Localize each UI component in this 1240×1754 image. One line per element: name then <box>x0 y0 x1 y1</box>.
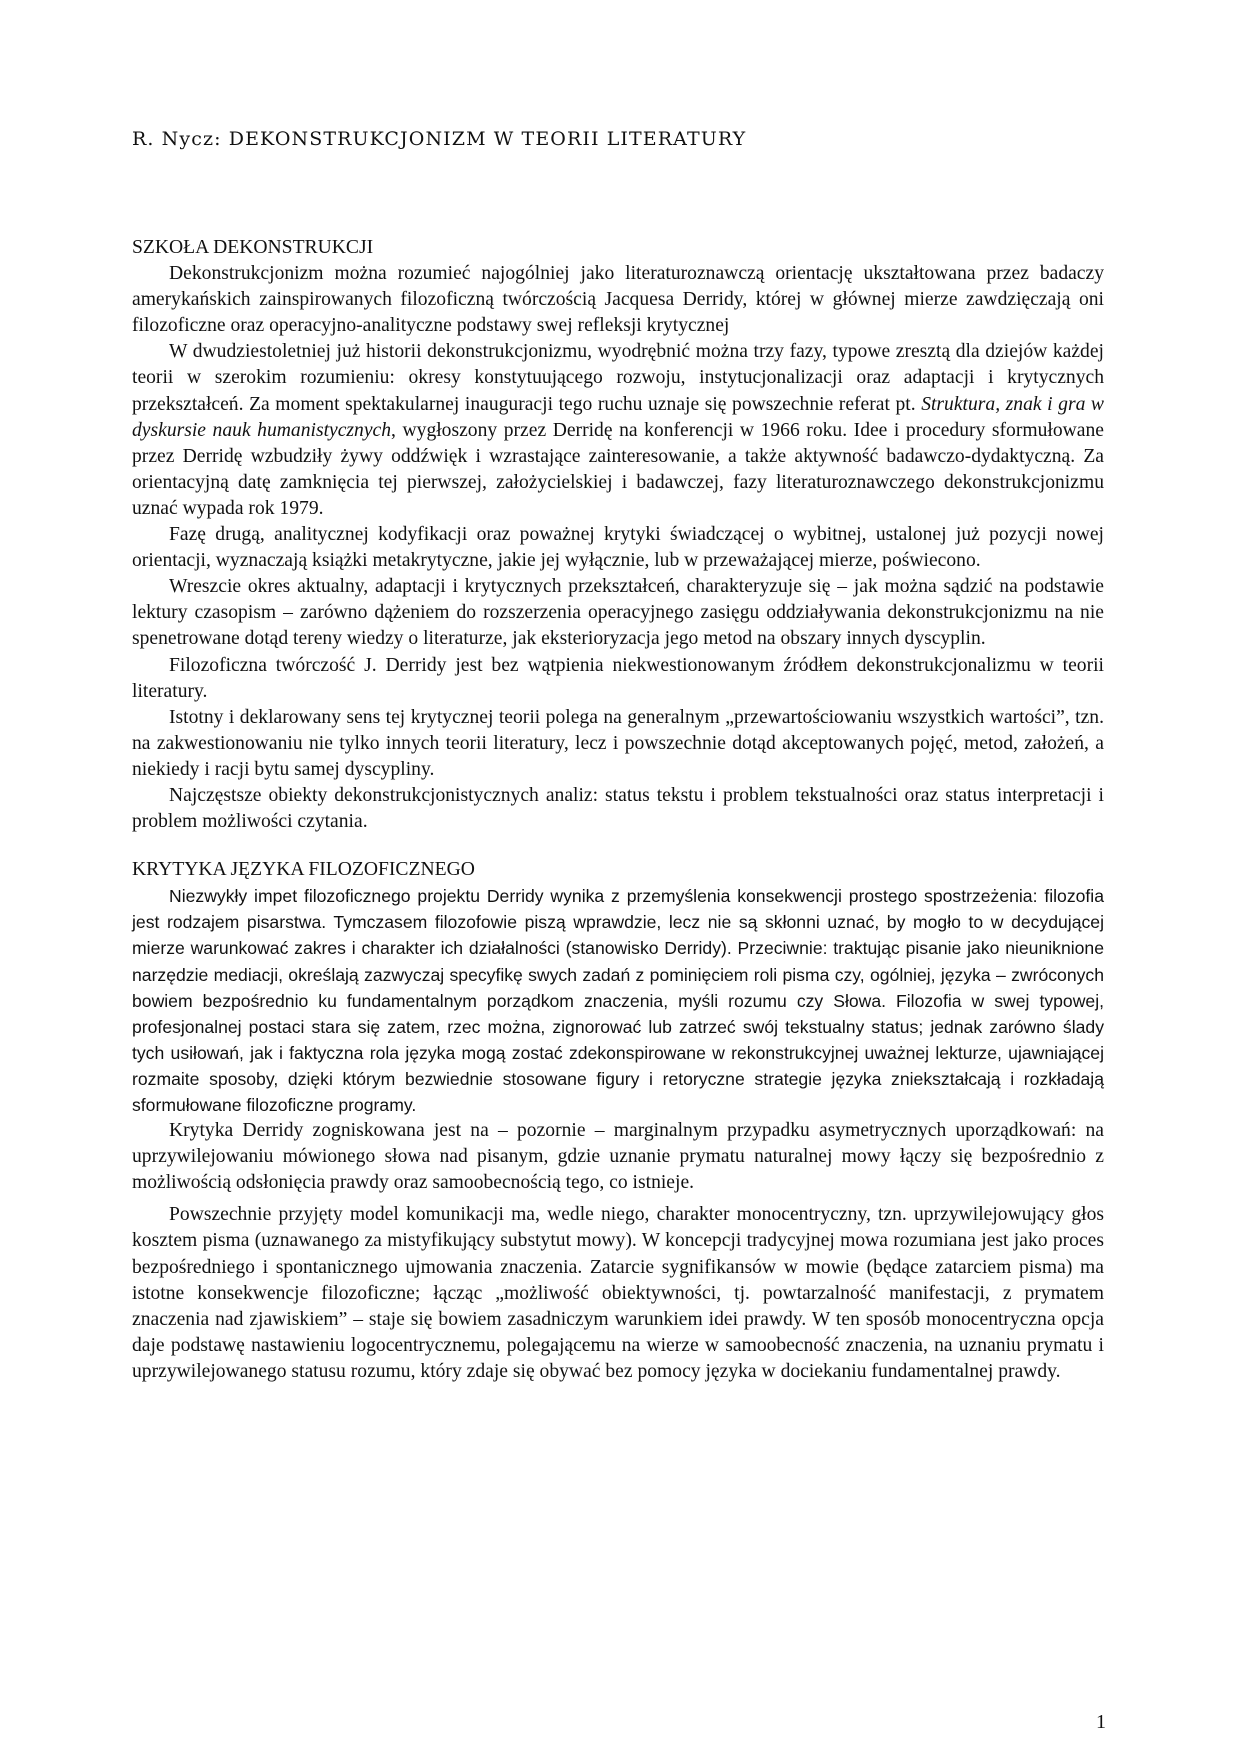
document-title: R. Nycz: DEKONSTRUKCJONIZM W TEORII LITERATURY <box>132 128 747 150</box>
paragraph: Powszechnie przyjęty model komunikacji ma, wedle niego, charakter monocentryczny, tzn. uprzywilejowujący głos kosztem pisma (uznawanego za mistyfikujący substytut mowy). W koncepcji tradycyjnej mowa rozumiana jest jako proces bezpośredniego i spontanicznego ujmowania znaczenia. Zatarcie sygnifikansów w mowie (będące zatarciem pisma) ma istotne konsekwencje filozoficzne; łącząc „możliwość obiektywności, tj. powtarzalność manifestacji, z prymatem znaczenia nad zjawiskiem” – staje się bowiem zasadniczym warunkiem idei prawdy. W ten sposób monocentryczna opcja daje podstawę nastawieniu logocentrycznemu, polegającemu na wierze w samoobecność znaczenia, na uznaniu prymatu i uprzywilejowanego statusu rozumu, który zdaje się obywać bez pomocy języka w dociekaniu fundamentalnej prawdy. <box>132 1204 1104 1382</box>
section-heading-krytyka: KRYTYKA JĘZYKA FILOZOFICZNEGO <box>132 859 475 881</box>
cited-title: Struktura, znak i gra w dyskursie nauk humanistycznych <box>132 393 1104 441</box>
paragraph: Dekonstrukcjonizm można rozumieć najogólniej jako literaturoznawczą orientację ukształtowana przez badaczy amerykańskich zainspirowanych filozoficzną twórczością Jacquesa Derridy, której w głównej mierze zawdzięczają oni filozoficzne oraz operacyjno-analityczne podstawy swej refleksji krytycznej <box>132 263 1104 337</box>
page-number: 1 <box>1096 1711 1106 1733</box>
paragraph: Krytyka Derridy zogniskowana jest na – pozornie – marginalnym przypadku asymetrycznych uporządkowań: na uprzywilejowaniu mówionego słowa nad pisanym, gdzie uznanie prymatu naturalnej mowy łączy się bezpośrednio z możliwością odsłonięcia prawdy oraz samoobecnością tego, co istnieje. <box>132 1120 1104 1194</box>
paragraph-text: , wygłoszony przez Derridę na konferencji w 1966 roku. Idee i procedury sformułowane przez Derridę wzbudziły żywy oddźwięk i wzrastające zainteresowanie, a także aktywność badawczo-dydaktyczną. Za orientacyjną datę zamknięcia tej pierwszej, założycielskiej i badawczej, fazy literaturoznawczego dekonstrukcjonizmu uznać wypada rok 1979. <box>132 419 1104 519</box>
paragraph: Filozoficzna twórczość J. Derridy jest bez wątpienia niekwestionowanym źródłem dekonstrukcjonalizmu w teorii literatury. <box>132 654 1104 702</box>
section-heading-szkola: SZKOŁA DEKONSTRUKCJI <box>132 237 374 258</box>
paragraph: Fazę drugą, analitycznej kodyfikacji oraz poważnej krytyki świadczącej o wybitnej, ustalonej już pozycji nowej orientacji, wyznaczają książki metakrytyczne, jakie jej wyłącznie, lub w przeważającej mierze, poświecono. <box>132 524 1104 572</box>
paragraph: Istotny i deklarowany sens tej krytycznej teorii polega na generalnym „przewartościowaniu wszystkich wartości”, tzn. na zakwestionowaniu nie tylko innych teorii literatury, lecz i powszechnie dotąd akceptowanych pojęć, metod, założeń, a niekiedy i racji bytu samej dyscypliny. <box>132 706 1104 780</box>
paragraph: Niezwykły impet filozoficznego projektu Derridy wynika z przemyślenia konsekwencji prostego spostrzeżenia: filozofia jest rodzajem pisarstwa. Tymczasem filozofowie piszą wprawdzie, lecz nie są skłonni uznać, by mogło to w decydującej mierze warunkować zakres i charakter ich działalności (stanowisko Derridy). Przeciwnie: traktując pisanie jako nieuniknione narzędzie mediacji, określają zazwyczaj specyfikę swych zadań z pominięciem roli pisma czy, ogólniej, języka – zwróconych bowiem bezpośrednio ku fundamentalnym porządkom znaczenia, myśli rozumu czy Słowa. Filozofia w swej typowej, profesjonalnej postaci stara się zatem, rzec można, zignorować lub zatrzeć swój tekstualny status; jednak zarówno ślady tych usiłowań, jak i faktyczna rola języka mogą zostać zdekonspirowane w rekonstrukcyjnej uważnej lekturze, ujawniającej rozmaite sposoby, dzięki którym bezwiednie stosowane figury i retoryczne strategie języka zniekształcają i rozkładają sformułowane filozoficzne programy. <box>132 886 1104 1115</box>
paragraph <box>132 339 1104 522</box>
document-body <box>132 235 1104 1385</box>
paragraph: Najczęstsze obiekty dekonstrukcjonistycznych analiz: status tekstu i problem tekstualności oraz status interpretacji i problem możliwości czytania. <box>132 784 1104 833</box>
paragraph-text: W dwudziestoletniej już historii dekonstrukcjonizmu, wyodrębnić można trzy fazy, typowe zresztą dla dziejów każdej teorii w szerokim rozumieniu: okresy konstytuującego rozwoju, instytucjonalizacji oraz adaptacji i krytycznych przekształceń. Za moment spektakularnej inauguracji tego ruchu uznaje się powszechnie referat pt. <box>132 341 1104 415</box>
paragraph: Wreszcie okres aktualny, adaptacji i krytycznych przekształceń, charakteryzuje się – jak można sądzić na podstawie lektury czasopism – zarówno dążeniem do rozszerzenia operacyjnego zasięgu oddziaływania dekonstrukcjonizmu na nie spenetrowane dotąd tereny wiedzy o literaturze, jak eksterioryzacja jego metod na obszary innych dyscyplin. <box>132 576 1104 650</box>
